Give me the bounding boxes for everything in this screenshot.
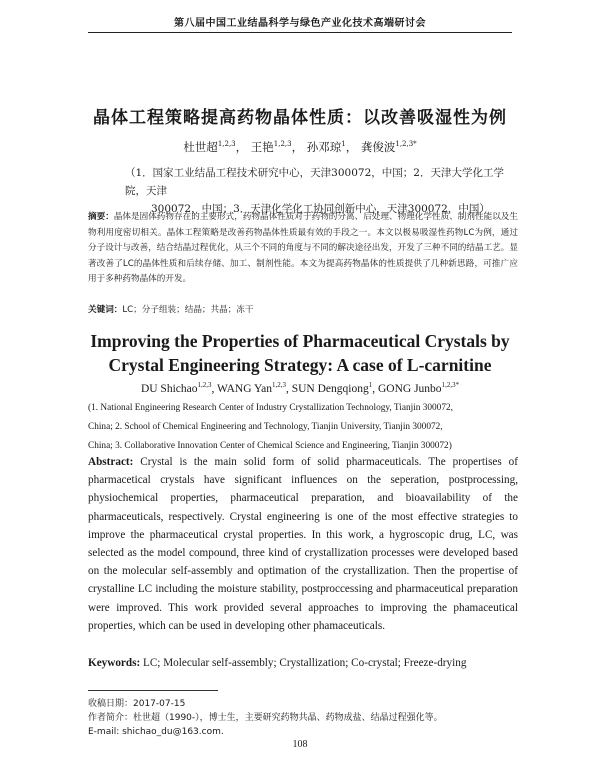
en-keywords-label: Keywords:	[88, 657, 141, 669]
english-keywords	[88, 657, 518, 669]
cn-author-sep: ，	[235, 140, 248, 154]
running-header: 第八届中国工业结晶科学与绿色产业化技术高端研讨会	[174, 18, 426, 29]
cn-author-affil: 1,2,3*	[395, 140, 417, 149]
header-rule	[88, 32, 512, 33]
cn-author-affil: 1	[341, 140, 346, 149]
english-affiliations	[88, 399, 518, 456]
footnotes	[88, 697, 518, 739]
cn-affil-line: 300072，中国；3．天津化学化工协同创新中心，天津300072，中国）	[151, 203, 490, 215]
cn-abstract-label: 摘要：	[88, 212, 114, 222]
footnote-author-intro: 作者简介：杜世超（1990-），博士生，主要研究药物共晶、药物成盐、结晶过程强化等。	[88, 713, 443, 723]
cn-author-name: 龚俊波	[360, 140, 396, 154]
en-author-sep: ,	[211, 382, 218, 395]
cn-author-affil: 1,2,3	[273, 140, 292, 149]
cn-affil-line: （1．国家工业结晶工程技术研究中心，天津300072，中国；2．天津大学化工学院，天津	[125, 167, 504, 197]
en-affil-line: China; 2. School of Chemical Engineering and Technology, Tianjin University, Tianjin 300072,	[88, 422, 443, 432]
en-author-sep: ,	[372, 382, 378, 395]
en-author-name: GONG Junbo	[377, 382, 442, 395]
chinese-title: 晶体工程策略提高药物晶体性质：以改善吸湿性为例	[93, 108, 507, 128]
english-authors	[0, 381, 600, 395]
chinese-abstract	[88, 210, 518, 288]
en-author-affil: 1,2,3	[271, 381, 286, 389]
en-affil-line: China; 3. Collaborative Innovation Center of Chemical Science and Engineering, Tianjin 300072)	[88, 441, 452, 451]
english-title	[0, 329, 600, 377]
en-abstract-label: Abstract:	[88, 456, 134, 468]
cn-keywords-label: 关键词：	[88, 305, 123, 315]
cn-author-affil: 1,2,3	[217, 140, 236, 149]
en-author-affil: 1,2,3	[197, 381, 212, 389]
footnote-email: E-mail: shichao_du@163.com.	[88, 727, 224, 737]
cn-author-sep: ，	[345, 140, 358, 154]
cn-author-name: 王艳	[250, 140, 274, 154]
en-keywords-text: LC; Molecular self-assembly; Crystallization; Co-crystal; Freeze-drying	[140, 657, 467, 669]
footnote-rule	[88, 690, 218, 691]
en-author-affil: 1,2,3*	[441, 381, 460, 389]
cn-abstract-text: 晶体是固体药物存在的主要形式，药物晶体性质对于药物的分离、后处理、物理化学性质、制剂性能以及生物利用度密切相关。晶体工程策略是改善药物晶体性质最有效的手段之一。本文以极易吸湿性药物LC为例，通过分子设计与改善，结合结晶过程优化，从三个不同的角度与不同的解决途径出发，开发了三种不同的结晶工艺。显著改善了LC的晶体性质和后续存储、加工、制剂性能。本文为提高药物晶体的性质提供了几种新思路，可推广应用于多种药物晶体的开发。	[88, 212, 518, 284]
english-abstract	[88, 453, 518, 635]
en-author-name: WANG Yan	[217, 382, 272, 395]
en-title-line: Improving the Properties of Pharmaceutical Crystals by	[90, 331, 510, 351]
en-author-affil: 1	[368, 381, 373, 389]
en-author-sep: ,	[285, 382, 292, 395]
cn-author-sep: ，	[291, 140, 304, 154]
en-affil-line: (1. National Engineering Research Center of Industry Crystallization Technology, Tianjin 300072,	[88, 403, 453, 413]
chinese-authors	[0, 139, 600, 155]
cn-author-name: 杜世超	[183, 140, 218, 154]
en-abstract-text: Crystal is the main solid form of solid pharmaceuticals. The propertises of pharmacetical crystals have significant influences on the seperation, postprocessing, physiochemical properties, pharmaceutical preparation, and bioavailability of the pharmaceuticals, respectively. Crystal engineering is one of the most effective strategies to improve the pharmaceutical crystal properties. In this work, a hygroscopic drug, LC, was selected as the model compound, three kind of crystallization processes were developed based on the molecular self-assembly and optimation of the crystallization. Then the propertise of crystalline LC including the moisture stability, postproccessing and pharmaceutical preparation were improved. This work provided several approaches to improving the phamaceutical properties, which can be used in developing other phamaceuticals.	[88, 456, 518, 632]
en-author-name: SUN Dengqiong	[291, 382, 369, 395]
cn-keywords-text: LC；分子组装；结晶；共晶；冻干	[122, 305, 254, 315]
chinese-keywords	[88, 303, 518, 315]
cn-author-name: 孙邓琼	[306, 140, 342, 154]
footnote-received: 收稿日期：2017-07-15	[88, 699, 186, 709]
page-number: 108	[292, 739, 308, 750]
en-title-line: Crystal Engineering Strategy: A case of L-carnitine	[108, 355, 492, 375]
en-author-name: DU Shichao	[140, 382, 198, 395]
